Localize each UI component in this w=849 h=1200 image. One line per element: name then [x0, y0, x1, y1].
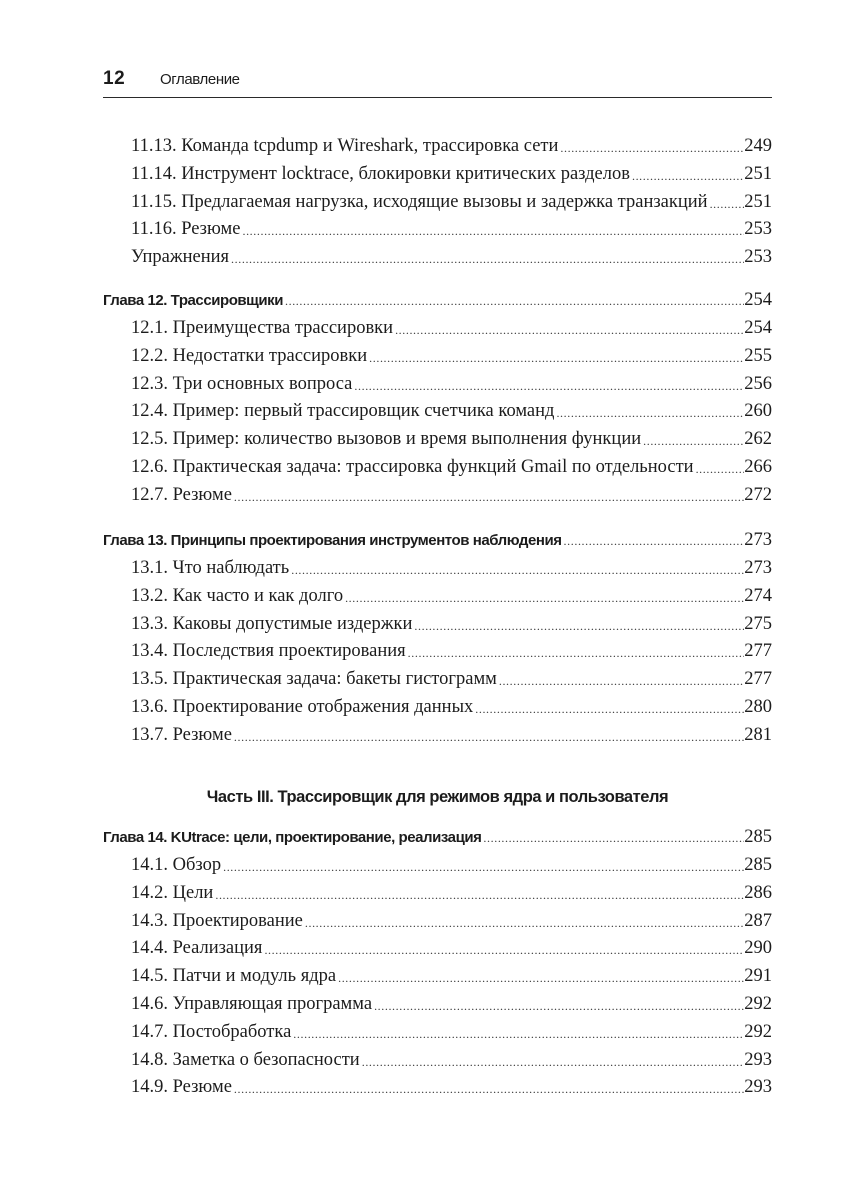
- toc-entry: [103, 371, 772, 399]
- toc-entry-title: 14.4. Реализация: [131, 938, 263, 959]
- chapter-11-continuation: [103, 133, 772, 272]
- dot-leader: [630, 163, 744, 191]
- dot-leader: [641, 428, 744, 456]
- toc-entry-title: 12.4. Пример: первый трассировщик счетчика команд: [131, 401, 555, 422]
- toc-entry-page-number: 291: [744, 966, 772, 987]
- toc-entry-page-number: 262: [744, 429, 772, 450]
- toc-entry: [103, 1047, 772, 1075]
- toc-entry-page-number: 249: [744, 136, 772, 156]
- toc-entry-title: 13.6. Проектирование отображения данных: [131, 696, 474, 717]
- dot-leader: [213, 882, 744, 910]
- dot-leader: [562, 527, 745, 556]
- dot-leader: [372, 993, 744, 1021]
- toc-entry-page-number: 255: [744, 345, 772, 366]
- toc-entry-title: 12.5. Пример: количество вызовов и время выполнения функции: [131, 429, 642, 450]
- toc-entry-page-number: 251: [744, 191, 772, 212]
- toc-entry-page-number: 254: [744, 318, 772, 338]
- toc-entry-title: 14.1. Обзор: [131, 855, 222, 875]
- toc-entry-page-number: 281: [744, 724, 772, 745]
- dot-leader: [303, 910, 744, 938]
- chapter-13-section: [103, 526, 772, 750]
- toc-entry-title: 11.15. Предлагаемая нагрузка, исходящие вызовы и задержка транзакций: [131, 191, 708, 212]
- toc-entry-title: 14.8. Заметка о безопасности: [131, 1049, 360, 1070]
- part-heading: Часть III. Трассировщик для режимов ядра и пользователя: [206, 788, 669, 806]
- toc-entry: [103, 963, 772, 991]
- chapter-heading-title: Глава 12. Трассировщики: [103, 292, 283, 309]
- toc-entry-title: 12.6. Практическая задача: трассировка функций Gmail по отдельности: [131, 456, 694, 477]
- toc-entry-title: 14.6. Управляющая программа: [131, 993, 373, 1014]
- toc-entry-title: 11.16. Резюме: [131, 219, 241, 240]
- toc-entry: [103, 880, 772, 908]
- toc-entry: [103, 852, 772, 880]
- toc-entry: [103, 161, 772, 189]
- toc-entry-page-number: 272: [744, 484, 772, 505]
- toc-entry: [103, 1074, 772, 1102]
- toc-entry: [103, 454, 772, 482]
- dot-leader: [240, 218, 744, 246]
- toc-entry-page-number: 285: [744, 855, 772, 875]
- toc-entry: [103, 638, 772, 666]
- toc-entry-page-number: 266: [744, 456, 772, 477]
- toc-entry-title: 13.5. Практическая задача: бакеты гистограмм: [131, 669, 497, 690]
- toc-entry-title: 12.1. Преимущества трассировки: [131, 318, 394, 338]
- dot-leader: [221, 854, 744, 882]
- toc-entry: [103, 244, 772, 272]
- toc-entry-page-number: 273: [744, 558, 772, 578]
- toc-entry-page-number: 286: [744, 882, 772, 903]
- toc-entry-page-number: 292: [744, 1021, 772, 1042]
- toc-entry-title: 14.5. Патчи и модуль ядра: [131, 966, 337, 987]
- toc-entry-title: 12.2. Недостатки трассировки: [131, 345, 368, 366]
- chapter-heading: [103, 823, 772, 852]
- chapter-heading: [103, 286, 772, 315]
- toc-entry: [103, 694, 772, 722]
- dot-leader: [708, 191, 745, 219]
- toc-entry: [103, 611, 772, 639]
- chapter-14-section: [103, 823, 772, 1102]
- dot-leader: [291, 1021, 744, 1049]
- dot-leader: [262, 937, 744, 965]
- dot-leader: [393, 317, 744, 345]
- chapter-12-section: [103, 286, 772, 510]
- toc-entry-title: 14.3. Проектирование: [131, 910, 303, 931]
- toc-entry-title: 11.13. Команда tcpdump и Wireshark, трассировка сети: [131, 136, 559, 156]
- toc-entry-title: 13.4. Последствия проектирования: [131, 641, 406, 662]
- toc-entry-page-number: 290: [744, 938, 772, 959]
- toc-entry: [103, 216, 772, 244]
- toc-entry-page-number: 292: [744, 993, 772, 1014]
- toc-entry-title: 14.9. Резюме: [131, 1077, 232, 1098]
- toc-entry-title: 13.3. Каковы допустимые издержки: [131, 613, 413, 634]
- dot-leader: [406, 640, 745, 668]
- chapter-heading-page-number: 273: [744, 530, 772, 550]
- toc-entry-page-number: 253: [744, 247, 772, 268]
- toc-entry: [103, 555, 772, 583]
- toc-entry-title: 12.7. Резюме: [131, 484, 232, 505]
- toc-entry-page-number: 277: [744, 641, 772, 662]
- toc-entry-title: Упражнения: [131, 247, 230, 268]
- toc-entry: [103, 908, 772, 936]
- toc-entry: [103, 189, 772, 217]
- chapter-heading: [103, 526, 772, 555]
- toc-entry-title: 11.14. Инструмент locktrace, блокировки критических разделов: [131, 163, 630, 184]
- toc-entry: [103, 133, 772, 161]
- toc-entry: [103, 398, 772, 426]
- running-head: [103, 68, 240, 94]
- toc-entry: [103, 343, 772, 371]
- toc-entry: [103, 426, 772, 454]
- chapter-heading-title: Глава 14. KUtrace: цели, проектирование, реализация: [103, 829, 482, 846]
- toc-entry-page-number: 253: [744, 219, 772, 240]
- page-number: 12: [103, 68, 126, 89]
- dot-leader: [229, 246, 744, 274]
- dot-leader: [232, 1076, 744, 1104]
- dot-leader: [360, 1049, 745, 1077]
- dot-leader: [336, 965, 744, 993]
- toc-entry-title: 14.7. Постобработка: [131, 1021, 292, 1042]
- dot-leader: [343, 585, 744, 613]
- dot-leader: [289, 557, 744, 585]
- toc-entry: [103, 935, 772, 963]
- dot-leader: [283, 287, 744, 316]
- toc-entry-page-number: 275: [744, 613, 772, 634]
- dot-leader: [473, 696, 744, 724]
- dot-leader: [232, 484, 744, 512]
- dot-leader: [412, 613, 744, 641]
- dot-leader: [497, 668, 744, 696]
- running-head-title: Оглавление: [160, 71, 240, 88]
- toc-entry-page-number: 251: [744, 163, 772, 184]
- toc-entry: [103, 1019, 772, 1047]
- dot-leader: [232, 724, 744, 752]
- chapter-heading-title: Глава 13. Принципы проектирования инструментов наблюдения: [103, 532, 562, 549]
- toc-entry-title: 13.2. Как часто и как долго: [131, 585, 344, 606]
- toc-entry-page-number: 277: [744, 669, 772, 690]
- toc-entry-page-number: 280: [744, 696, 772, 717]
- toc-entry-page-number: 293: [744, 1077, 772, 1098]
- toc-entry-page-number: 256: [744, 373, 772, 394]
- dot-leader: [554, 400, 744, 428]
- header-rule: [103, 97, 772, 98]
- toc-entry-page-number: 287: [744, 910, 772, 931]
- chapter-heading-page-number: 254: [744, 290, 772, 310]
- dot-leader: [352, 373, 744, 401]
- toc-entry: [103, 315, 772, 343]
- toc-entry: [103, 482, 772, 510]
- toc-entry-title: 14.2. Цели: [131, 882, 214, 903]
- toc-entry-title: 12.3. Три основных вопроса: [131, 373, 353, 394]
- dot-leader: [694, 456, 745, 484]
- chapter-heading-page-number: 285: [744, 827, 772, 847]
- toc-entry-title: 13.7. Резюме: [131, 724, 232, 745]
- toc-entry: [103, 722, 772, 750]
- dot-leader: [481, 824, 744, 853]
- toc-entry-title: 13.1. Что наблюдать: [131, 558, 290, 578]
- dot-leader: [367, 345, 744, 373]
- toc-entry-page-number: 260: [744, 401, 772, 422]
- dot-leader: [558, 135, 744, 163]
- toc-entry: [103, 583, 772, 611]
- toc-entry-page-number: 274: [744, 585, 772, 606]
- toc-entry-page-number: 293: [744, 1049, 772, 1070]
- toc-entry: [103, 991, 772, 1019]
- toc-entry: [103, 666, 772, 694]
